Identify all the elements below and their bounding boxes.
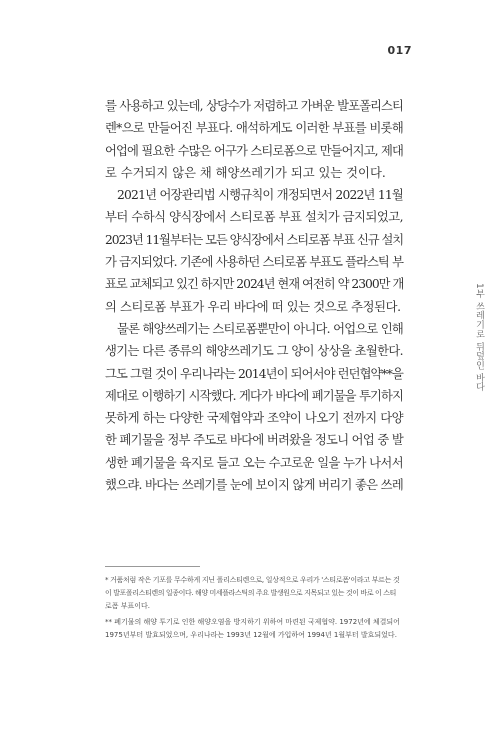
text-line: 2023년 11월부터는 모든 양식장에서 스티로폼 부표 신규 설치 <box>105 232 403 247</box>
text-line: 가 금지되었다. 기존에 사용하던 스티로폼 부표도 플라스틱 부 <box>105 255 403 270</box>
text-line: 어업에 필요한 수많은 어구가 스티로폼으로 만들어지고, 제대 <box>105 143 403 158</box>
text-line: 표로 교체되고 있긴 하지만 2024년 현재 여전히 약 2300만 개 <box>105 277 404 292</box>
footnote-line: 이 발포폴리스티렌의 일종이다. 해양 미세플라스틱의 주요 발생원으로 지목되고 있는 것이 바로 이 스티 <box>105 589 396 597</box>
text-line: 한 폐기물을 정부 주도로 바다에 버려왔을 정도니 어업 중 발 <box>105 433 403 448</box>
text-line: 했으랴. 바다는 쓰레기를 눈에 보이지 않게 버리기 좋은 쓰레 <box>105 478 403 493</box>
text-line: 부터 수하식 양식장에서 스티로폼 부표 설치가 금지되었고, <box>105 210 403 225</box>
text-line: 생한 폐기물을 육지로 들고 오는 수고로운 일을 누가 나서서 <box>105 455 403 470</box>
text-line: 의 스티로폼 부표가 우리 바다에 떠 있는 것으로 추정된다. <box>105 299 401 314</box>
footnote-divider <box>105 566 200 567</box>
footnotes <box>105 574 400 645</box>
paragraph <box>105 95 403 184</box>
footnote-line: * 거품처럼 작은 기포를 무수하게 지닌 폴리스티렌으로, 일상적으로 우리가 '스티로폼'이라고 부르는 것 <box>105 576 400 584</box>
text-line: 2021년 어장관리법 시행규칙이 개정되면서 2022년 11월 <box>117 188 403 203</box>
body-text <box>105 95 403 496</box>
text-line: 생기는 다른 종류의 해양쓰레기도 그 양이 상상을 초월한다. <box>105 344 403 359</box>
paragraph <box>105 318 403 496</box>
text-line: 못하게 하는 다양한 국제협약과 조약이 나오기 전까지 다양 <box>105 411 403 426</box>
footnote <box>105 616 400 642</box>
text-line: 로 수거되지 않은 채 해양쓰레기가 되고 있는 것이다. <box>105 165 386 180</box>
footnote-line: 1975년부터 발효되었으며, 우리나라는 1993년 12월에 가입하여 1994년 1월부터 발효되었다. <box>105 631 397 639</box>
text-line: 제대로 이행하기 시작했다. 게다가 바다에 폐기물을 투기하지 <box>105 388 403 403</box>
text-line: 렌*으로 만들어진 부표다. 애석하게도 이러한 부표를 비롯해 <box>105 121 403 136</box>
text-line: 물론 해양쓰레기는 스티로폼뿐만이 아니다. 어업으로 인해 <box>117 321 403 336</box>
page-number: 017 <box>387 44 412 57</box>
footnote-line: 로폼 부표이다. <box>105 602 151 610</box>
footnote <box>105 574 400 613</box>
footnote-line: ** 폐기물의 해양 투기로 인한 해양오염을 방지하기 위하여 마련된 국제협약. 1972년에 체결되어 <box>105 618 400 626</box>
paragraph <box>105 184 403 318</box>
chapter-side-tab: 1부 쓰레기로 뒤덮인 바다 <box>474 283 484 392</box>
text-line: 그도 그럴 것이 우리나라는 2014년이 되어서야 런던협약**을 <box>105 366 403 381</box>
text-line: 를 사용하고 있는데, 상당수가 저렴하고 가벼운 발포폴리스티 <box>105 99 403 113</box>
